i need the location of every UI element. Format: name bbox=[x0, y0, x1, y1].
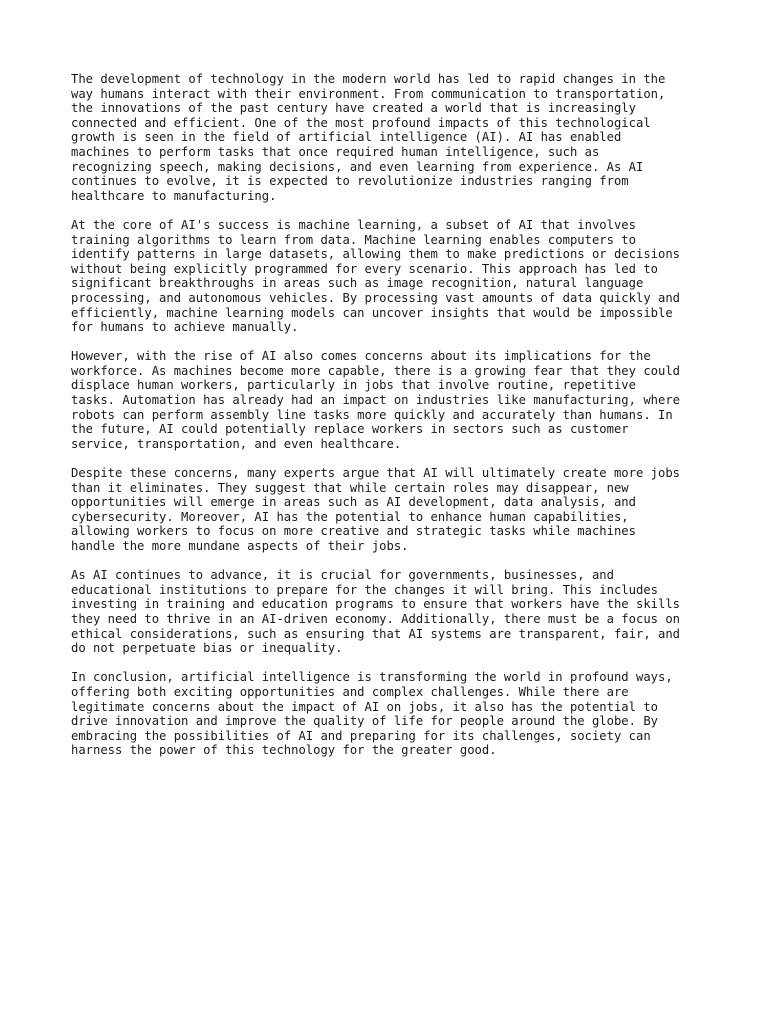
paragraph-2: At the core of AI's success is machine learning, a subset of AI that involves training algorithms to learn from data. Machine learning enables computers to identify patterns in large datasets, allowing them to make predictions or decisions without being explicitly programmed for every scenario. This approach has led to significant breakthroughs in areas such as image recognition, natural language processing, and autonomous vehicles. By processing vast amounts of data quickly and efficiently, machine learning models can uncover insights that would be impossible for humans to achieve manually. bbox=[71, 217, 681, 335]
document-page bbox=[71, 72, 701, 773]
paragraph-4: Despite these concerns, many experts argue that AI will ultimately create more jobs than it eliminates. They suggest that while certain roles may disappear, new opportunities will emerge in areas such as AI development, data analysis, and cybersecurity. Moreover, AI has the potential to enhance human capabilities, allowing workers to focus on more creative and strategic tasks while machines handle the more mundane aspects of their jobs. bbox=[71, 466, 681, 553]
paragraph-3: However, with the rise of AI also comes concerns about its implications for the workforce. As machines become more capable, there is a growing fear that they could displace human workers, particularly in jobs that involve routine, repetitive tasks. Automation has already had an impact on industries like manufacturing, where robots can perform assembly line tasks more quickly and accurately than humans. In the future, AI could potentially replace workers in sectors such as customer service, transportation, and even healthcare. bbox=[71, 349, 681, 451]
paragraph-5: As AI continues to advance, it is crucial for governments, businesses, and educational institutions to prepare for the changes it will bring. This includes investing in training and education programs to ensure that workers have the skills they need to thrive in an AI-driven economy. Additionally, there must be a focus on ethical considerations, such as ensuring that AI systems are transparent, fair, and do not perpetuate bias or inequality. bbox=[71, 568, 681, 656]
paragraph-1: The development of technology in the modern world has led to rapid changes in the way humans interact with their environment. From communication to transportation, the innovations of the past century have created a world that is increasingly connected and efficient. One of the most profound impacts of this technological growth is seen in the field of artificial intelligence (AI). AI has enabled machines to perform tasks that once required human intelligence, such as recognizing speech, making decisions, and even learning from experience. As AI continues to evolve, it is expected to revolutionize industries ranging from healthcare to manufacturing. bbox=[71, 72, 666, 203]
paragraph-6: In conclusion, artificial intelligence is transforming the world in profound ways, offering both exciting opportunities and complex challenges. While there are legitimate concerns about the impact of AI on jobs, it also has the potential to drive innovation and improve the quality of life for people around the globe. By embracing the possibilities of AI and preparing for its challenges, society can harness the power of this technology for the greater good. bbox=[71, 670, 673, 758]
